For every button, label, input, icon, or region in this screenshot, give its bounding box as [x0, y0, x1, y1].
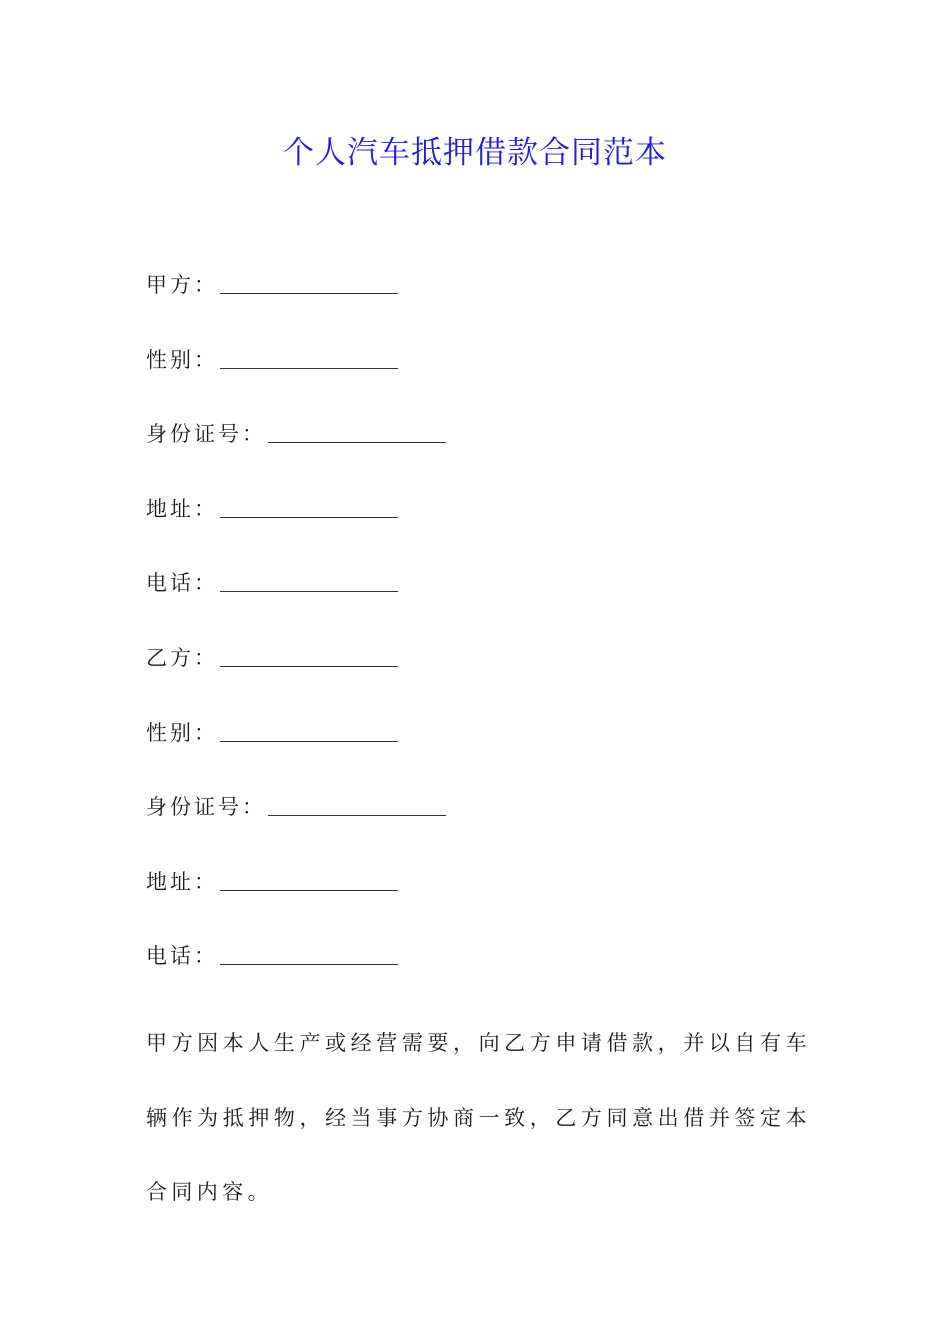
field-label: 甲方： — [146, 273, 218, 297]
blank-line — [220, 638, 398, 667]
blank-line — [220, 713, 398, 742]
field-label: 地址： — [146, 496, 218, 521]
blank-line — [220, 489, 398, 518]
field-label: 性别： — [146, 347, 218, 372]
party-b-id-field — [146, 787, 826, 862]
party-a-name-field — [146, 265, 826, 340]
blank-line — [268, 414, 446, 443]
field-label: 身份证号： — [146, 422, 266, 447]
party-b-phone-field — [146, 936, 826, 1011]
field-label: 电话： — [146, 944, 218, 969]
party-info-fields — [146, 265, 826, 1011]
party-a-gender-field — [146, 340, 826, 415]
contract-intro-paragraph: 甲方因本人生产或经营需要，向乙方申请借款，并以自有车辆作为抵押物，经当事方协商一致，乙方同意出借并签定本合同内容。 — [146, 1031, 811, 1205]
blank-line — [220, 265, 398, 294]
party-a-id-field — [146, 414, 826, 489]
party-b-address-field — [146, 862, 826, 937]
field-label: 身份证号： — [146, 795, 266, 820]
party-a-phone-field — [146, 563, 826, 638]
blank-line — [220, 862, 398, 891]
blank-line — [268, 787, 446, 816]
blank-line — [220, 563, 398, 592]
party-a-address-field — [146, 489, 826, 564]
field-label: 电话： — [146, 571, 218, 596]
blank-line — [220, 936, 398, 965]
document-title: 个人汽车抵押借款合同范本 — [283, 135, 667, 171]
field-label: 乙方： — [146, 645, 218, 670]
field-label: 地址： — [146, 869, 218, 894]
party-b-name-field — [146, 638, 826, 713]
party-b-gender-field — [146, 713, 826, 788]
blank-line — [220, 340, 398, 369]
field-label: 性别： — [146, 720, 218, 745]
